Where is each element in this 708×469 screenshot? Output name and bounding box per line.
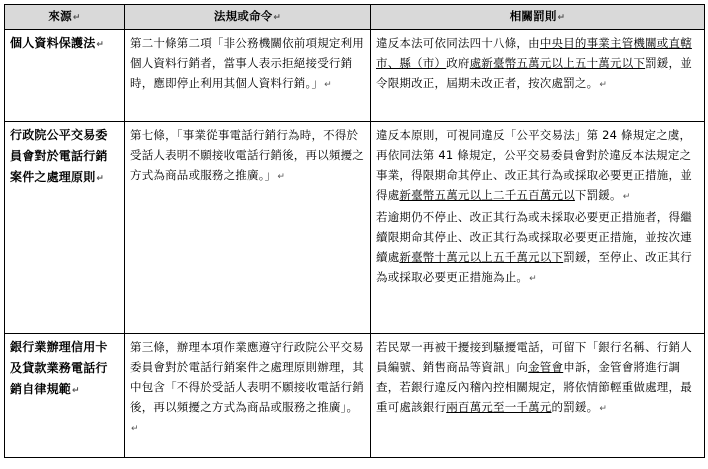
penalty-paragraph: 違反本原則，可視同違反「公平交易法」第 24 條規定之虞，再依同法第 41 條規定，公平交易委員會對於違反本法規定之事業，得限期命其停止、改正其行為或採取必要更正措施，並得處新臺幣五萬元以上二千五百萬元以下罰鍰。↵	[376, 128, 692, 202]
penalty-highlight: 處新臺幣五萬元以上五十萬元以下	[469, 56, 646, 70]
penalty-text: 罰鍰，並令限期改正，屆期未改正者，按次處罰之。	[376, 56, 692, 90]
penalty-text: 下罰鍰。	[574, 188, 622, 202]
penalty-cell	[371, 30, 705, 122]
source-text: 行政院公平交易委員會對於電話行銷案件之處理原則	[10, 128, 108, 184]
penalty-highlight: 金管會	[528, 360, 564, 374]
source-cell: 個人資料保護法↵	[5, 30, 125, 122]
source-text: 銀行業辦理信用卡及貸款業務電話行銷自律規範	[10, 340, 108, 396]
regulation-cell: 第三條，辦理本項作業應遵守行政院公平交易委員會對於電話行銷案件之處理原則辦理，其中包含「不得於受話人表明不願接收電話行銷後，再以頻擾之方式為商品或服務之推廣」。↵	[125, 334, 371, 458]
header-regulation: 法規或命令↵	[125, 5, 371, 30]
header-source-label: 來源	[48, 9, 72, 23]
regulation-text: 第二十條第二項「非公務機關依前項規定利用個人資料行銷者，當事人表示拒絕接受行銷時，應即停止利用其個人資料行銷。」	[130, 36, 364, 90]
table-header-row	[5, 5, 705, 30]
penalty-cell	[371, 334, 705, 458]
header-regulation-label: 法規或命令	[213, 9, 273, 23]
header-source: 來源↵	[5, 5, 125, 30]
penalty-table	[4, 4, 705, 458]
header-penalty: 相關罰則↵	[371, 5, 705, 30]
penalty-paragraph: 若民眾一再被干擾接到騷擾電話，可留下「銀行名稱、行銷人員編號、銷售商品等資訊」向金管會申訴，金管會將進行調查，若銀行違反內稽內控相關規定，將依情節輕重做處理，最重可處該銀行兩百萬元至一千萬元的罰鍰。↵	[376, 340, 692, 414]
table-row	[5, 334, 705, 458]
penalty-text: 違反本法可依同法四十八條，由	[376, 36, 540, 50]
penalty-text: 政府	[446, 56, 470, 70]
regulation-text: 第七條，「事業從事電話行銷行為時，不得於受話人表明不願接收電話行銷後，再以頻擾之方式為商品或服務之推廣。」	[130, 128, 364, 182]
penalty-text: 違反本原則，可視同違反「公平交易法」第 24 條規定之虞，再依同法第 41 條規定，公平交易委員會對於違反本法規定之事業，得限期命其停止、改正其行為或採取必要更正措施，並得處	[376, 128, 692, 202]
source-text: 個人資料保護法	[10, 36, 96, 50]
penalty-text: 的罰鍰。	[551, 400, 599, 414]
penalty-highlight: 新臺幣五萬元以上二千五百萬元以	[399, 188, 575, 202]
penalty-paragraph: 違反本法可依同法四十八條，由中央目的事業主管機關或直轄市、縣（市）政府處新臺幣五萬元以上五十萬元以下罰鍰，並令限期改正，屆期未改正者，按次處罰之。↵	[376, 36, 692, 90]
regulation-cell: 第二十條第二項「非公務機關依前項規定利用個人資料行銷者，當事人表示拒絕接受行銷時，應即停止利用其個人資料行銷。」↵	[125, 30, 371, 122]
header-penalty-label: 相關罰則	[509, 9, 557, 23]
table-row	[5, 30, 705, 122]
penalty-text: 若民眾一再被干擾接到騷擾電話，可留下「銀行名稱、行銷人員編號、銷售商品等資訊」向	[376, 340, 692, 374]
penalty-text: 申訴，金管會將進行調查，若銀行違反內稽內控相關規定，將依情節輕重做處理，最重可處該銀行	[376, 360, 692, 414]
penalty-highlight: 兩百萬元至一千萬元	[446, 400, 552, 414]
penalty-text: 罰鍰，至停止、改正其行為或採取必要更正措施為止。	[376, 250, 692, 284]
penalty-highlight: 中央目的事業主管機關或直轄市、縣（市）	[376, 36, 692, 70]
document-page	[4, 4, 704, 464]
penalty-cell	[371, 122, 705, 334]
penalty-highlight: 新臺幣十萬元以上五千萬元以下	[399, 250, 564, 264]
regulation-cell: 第七條，「事業從事電話行銷行為時，不得於受話人表明不願接收電話行銷後，再以頻擾之方式為商品或服務之推廣。」↵	[125, 122, 371, 334]
table-row	[5, 122, 705, 334]
source-cell: 銀行業辦理信用卡及貸款業務電話行銷自律規範↵	[5, 334, 125, 458]
penalty-paragraph: 若逾期仍不停止、改正其行為或未採取必要更正措施者，得繼續限期命其停止、改正其行為或採取必要更正措施，並按次連續處新臺幣十萬元以上五千萬元以下罰鍰，至停止、改正其行為或採取必要更正措施為止。↵	[376, 210, 692, 284]
source-cell: 行政院公平交易委員會對於電話行銷案件之處理原則↵	[5, 122, 125, 334]
penalty-text: 若逾期仍不停止、改正其行為或未採取必要更正措施者，得繼續限期命其停止、改正其行為或採取必要更正措施，並按次連續處	[376, 210, 692, 264]
regulation-text: 第三條，辦理本項作業應遵守行政院公平交易委員會對於電話行銷案件之處理原則辦理，其中包含「不得於受話人表明不願接收電話行銷後，再以頻擾之方式為商品或服務之推廣」。	[130, 340, 364, 414]
